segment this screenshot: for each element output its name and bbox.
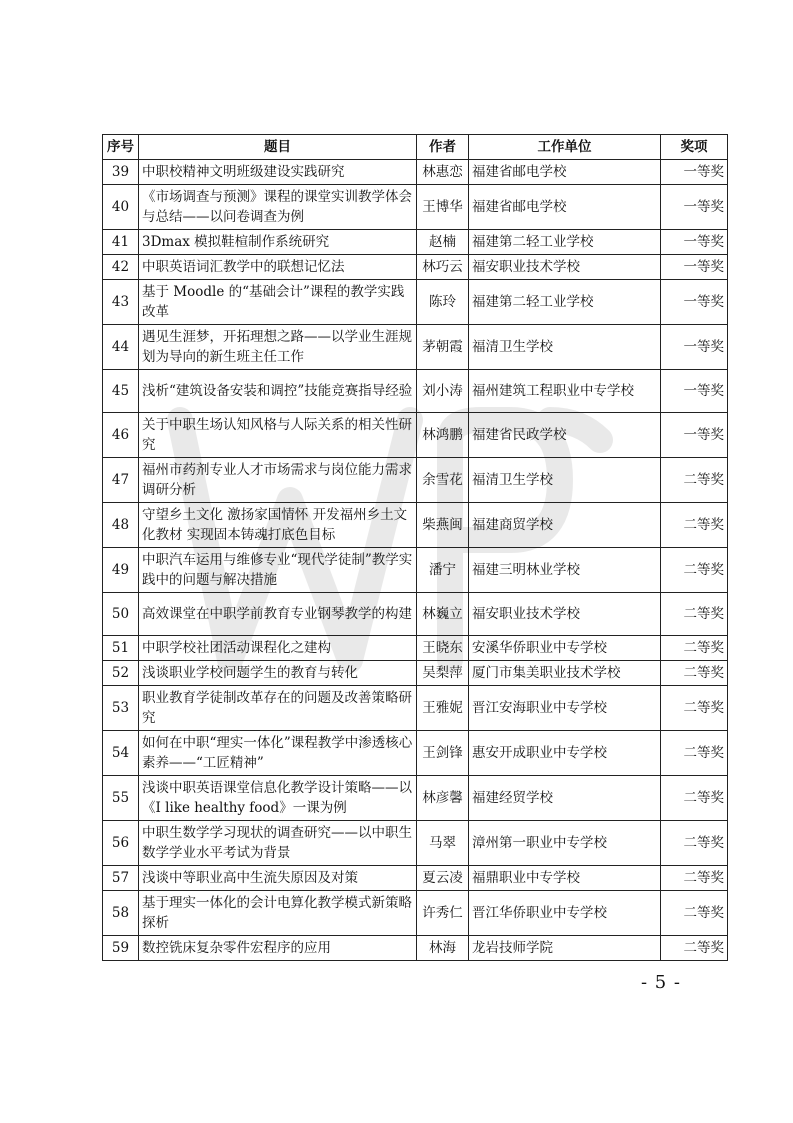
row-author: 王晓东 [417, 636, 469, 661]
row-author: 林巧云 [417, 255, 469, 280]
row-number: 40 [103, 185, 139, 230]
table-header-row [103, 135, 728, 160]
table-row [103, 936, 728, 961]
header-no: 序号 [103, 135, 139, 160]
table-row [103, 593, 728, 636]
row-title: 浅谈中等职业高中生流失原因及对策 [139, 866, 417, 891]
table-row [103, 821, 728, 866]
row-unit: 晋江华侨职业中专学校 [469, 891, 661, 936]
row-award: 二等奖 [661, 458, 728, 503]
row-award: 一等奖 [661, 280, 728, 325]
row-author: 陈玲 [417, 280, 469, 325]
row-number: 51 [103, 636, 139, 661]
row-title: 数控铣床复杂零件宏程序的应用 [139, 936, 417, 961]
row-title: 3Dmax 模拟鞋楦制作系统研究 [139, 230, 417, 255]
row-number: 42 [103, 255, 139, 280]
row-author: 林惠恋 [417, 160, 469, 185]
row-unit: 福建第二轻工业学校 [469, 280, 661, 325]
row-author: 王博华 [417, 185, 469, 230]
row-award: 一等奖 [661, 413, 728, 458]
row-author: 茅朝霞 [417, 325, 469, 370]
row-award: 一等奖 [661, 185, 728, 230]
row-number: 48 [103, 503, 139, 548]
row-award: 二等奖 [661, 776, 728, 821]
row-unit: 福建省民政学校 [469, 413, 661, 458]
table-row [103, 255, 728, 280]
row-unit: 福建商贸学校 [469, 503, 661, 548]
row-award: 二等奖 [661, 548, 728, 593]
row-unit: 福建经贸学校 [469, 776, 661, 821]
row-unit: 福建省邮电学校 [469, 185, 661, 230]
row-number: 57 [103, 866, 139, 891]
row-unit: 福建三明林业学校 [469, 548, 661, 593]
row-number: 59 [103, 936, 139, 961]
row-title: 基于理实一体化的会计电算化教学模式新策略探析 [139, 891, 417, 936]
row-author: 林海 [417, 936, 469, 961]
row-title: 福州市药剂专业人才市场需求与岗位能力需求调研分析 [139, 458, 417, 503]
page-number: - 5 - [640, 972, 681, 993]
row-number: 46 [103, 413, 139, 458]
row-title: 如何在中职“理实一体化”课程教学中渗透核心素养——“工匠精神” [139, 731, 417, 776]
row-author: 刘小涛 [417, 370, 469, 413]
row-title: 中职英语词汇教学中的联想记忆法 [139, 255, 417, 280]
row-award: 二等奖 [661, 661, 728, 686]
row-number: 50 [103, 593, 139, 636]
row-unit: 福安职业技术学校 [469, 255, 661, 280]
table-body [103, 160, 728, 961]
row-number: 45 [103, 370, 139, 413]
row-unit: 福建第二轻工业学校 [469, 230, 661, 255]
row-number: 58 [103, 891, 139, 936]
row-award: 二等奖 [661, 731, 728, 776]
row-author: 潘宁 [417, 548, 469, 593]
row-title: 浅谈职业学校问题学生的教育与转化 [139, 661, 417, 686]
row-title: 中职校精神文明班级建设实践研究 [139, 160, 417, 185]
row-unit: 漳州第一职业中专学校 [469, 821, 661, 866]
row-number: 44 [103, 325, 139, 370]
header-award: 奖项 [661, 135, 728, 160]
row-author: 许秀仁 [417, 891, 469, 936]
row-number: 54 [103, 731, 139, 776]
table-row [103, 636, 728, 661]
row-title: 基于 Moodle 的“基础会计”课程的教学实践改革 [139, 280, 417, 325]
awards-table [102, 134, 728, 961]
row-number: 55 [103, 776, 139, 821]
row-title: 中职学校社团活动课程化之建构 [139, 636, 417, 661]
row-title: 关于中职生场认知风格与人际关系的相关性研究 [139, 413, 417, 458]
row-number: 53 [103, 686, 139, 731]
table-row [103, 370, 728, 413]
row-unit: 惠安开成职业中专学校 [469, 731, 661, 776]
row-award: 二等奖 [661, 891, 728, 936]
row-unit: 福清卫生学校 [469, 325, 661, 370]
table-row [103, 866, 728, 891]
row-number: 52 [103, 661, 139, 686]
row-title: 守望乡土文化 激扬家国情怀 开发福州乡土文化教材 实现固本铸魂打底色目标 [139, 503, 417, 548]
table-row [103, 185, 728, 230]
row-unit: 福州建筑工程职业中专学校 [469, 370, 661, 413]
row-author: 柴燕闽 [417, 503, 469, 548]
row-award: 二等奖 [661, 636, 728, 661]
row-award: 一等奖 [661, 230, 728, 255]
row-number: 49 [103, 548, 139, 593]
row-award: 一等奖 [661, 255, 728, 280]
row-title: 中职汽车运用与维修专业“现代学徒制”教学实践中的问题与解决措施 [139, 548, 417, 593]
row-title: 浅析“建筑设备安装和调控”技能竞赛指导经验 [139, 370, 417, 413]
table-row [103, 548, 728, 593]
row-award: 二等奖 [661, 686, 728, 731]
row-unit: 福鼎职业中专学校 [469, 866, 661, 891]
row-author: 王雅妮 [417, 686, 469, 731]
row-award: 二等奖 [661, 821, 728, 866]
header-title: 题目 [139, 135, 417, 160]
row-title: 高效课堂在中职学前教育专业钢琴教学的构建 [139, 593, 417, 636]
row-unit: 福安职业技术学校 [469, 593, 661, 636]
row-author: 王剑锋 [417, 731, 469, 776]
row-title: 《市场调查与预测》课程的课堂实训教学体会与总结——以问卷调查为例 [139, 185, 417, 230]
row-award: 二等奖 [661, 593, 728, 636]
table-row [103, 731, 728, 776]
row-award: 二等奖 [661, 866, 728, 891]
table-row [103, 280, 728, 325]
row-unit: 龙岩技师学院 [469, 936, 661, 961]
table-row [103, 503, 728, 548]
row-unit: 厦门市集美职业技术学校 [469, 661, 661, 686]
row-author: 夏云凌 [417, 866, 469, 891]
row-unit: 福建省邮电学校 [469, 160, 661, 185]
row-number: 39 [103, 160, 139, 185]
table-row [103, 661, 728, 686]
row-award: 二等奖 [661, 936, 728, 961]
row-author: 马翠 [417, 821, 469, 866]
row-author: 吴梨萍 [417, 661, 469, 686]
row-title: 遇见生涯梦，开拓理想之路——以学业生涯规划为导向的新生班主任工作 [139, 325, 417, 370]
row-author: 林巍立 [417, 593, 469, 636]
row-award: 二等奖 [661, 503, 728, 548]
header-unit: 工作单位 [469, 135, 661, 160]
table-row [103, 325, 728, 370]
table-row [103, 230, 728, 255]
row-award: 一等奖 [661, 370, 728, 413]
row-author: 林鸿鹏 [417, 413, 469, 458]
row-title: 浅谈中职英语课堂信息化教学设计策略——以《I like healthy food》一课为例 [139, 776, 417, 821]
row-unit: 安溪华侨职业中专学校 [469, 636, 661, 661]
row-number: 56 [103, 821, 139, 866]
table-row [103, 686, 728, 731]
row-award: 一等奖 [661, 160, 728, 185]
row-unit: 福清卫生学校 [469, 458, 661, 503]
row-title: 职业教育学徒制改革存在的问题及改善策略研究 [139, 686, 417, 731]
row-number: 41 [103, 230, 139, 255]
row-author: 林彦馨 [417, 776, 469, 821]
row-author: 赵楠 [417, 230, 469, 255]
row-number: 47 [103, 458, 139, 503]
table-row [103, 160, 728, 185]
table-row [103, 458, 728, 503]
table-row [103, 413, 728, 458]
header-author: 作者 [417, 135, 469, 160]
row-unit: 晋江安海职业中专学校 [469, 686, 661, 731]
table-row [103, 891, 728, 936]
row-award: 一等奖 [661, 325, 728, 370]
table-row [103, 776, 728, 821]
row-title: 中职生数学学习现状的调查研究——以中职生数学学业水平考试为背景 [139, 821, 417, 866]
row-number: 43 [103, 280, 139, 325]
row-author: 余雪花 [417, 458, 469, 503]
